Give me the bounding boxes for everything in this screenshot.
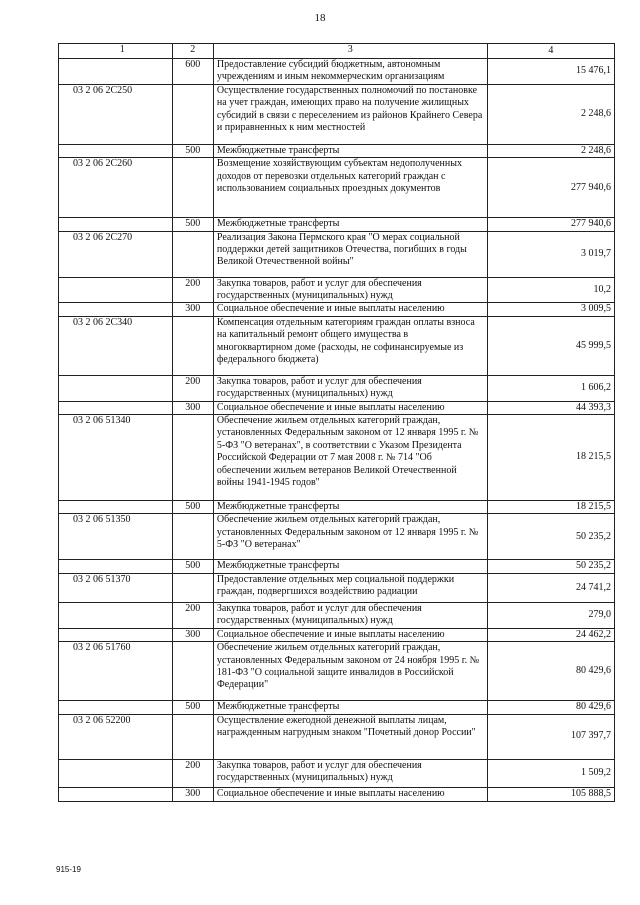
- table-row: [59, 158, 615, 218]
- row-expense-type: [172, 514, 213, 560]
- table-row: [59, 628, 615, 641]
- page-number: 18: [314, 12, 326, 24]
- row-code: [59, 501, 173, 514]
- row-name: Обеспечение жильем отдельных категорий граждан, установленных Федеральным законом от 12 января 1995 г. № 5-ФЗ "О ветеранах", в соответствии с Указом Президента Российской Федерации от 7 мая 2008 г. № 714 "Об обеспечении жильем ветеранов Великой Отечественной войны 1941-1945 годов": [213, 415, 487, 501]
- row-name: Компенсация отдельным категориям граждан оплаты взноса на капитальный ремонт общего имущества в многоквартирном доме (расходы, не софинансируемые из федерального бюджета): [213, 316, 487, 375]
- table-row: [59, 714, 615, 759]
- row-amount: 105 888,5: [487, 787, 614, 801]
- row-name: Возмещение хозяйствующим субъектам недополученных доходов от перевозки отдельных категорий граждан с использованием социальных проездных документов: [213, 158, 487, 218]
- row-name: Закупка товаров, работ и услуг для обеспечения государственных (муниципальных) нужд: [213, 759, 487, 787]
- row-code: 03 2 06 52200: [59, 714, 173, 759]
- table-row: [59, 415, 615, 501]
- row-amount: 1 509,2: [487, 759, 614, 787]
- footer-document-code: 915-19: [56, 865, 81, 874]
- table-row: [59, 218, 615, 231]
- row-amount: 3 009,5: [487, 303, 614, 316]
- table-row: [59, 501, 615, 514]
- row-amount: 277 940,6: [487, 218, 614, 231]
- column-header-code: 1: [59, 44, 173, 59]
- row-expense-type: [172, 642, 213, 701]
- row-code: [59, 560, 173, 573]
- row-code: [59, 602, 173, 628]
- table-row: [59, 401, 615, 414]
- row-amount: 45 999,5: [487, 316, 614, 375]
- column-header-name: 3: [213, 44, 487, 59]
- row-expense-type: 300: [172, 303, 213, 316]
- table-row: [59, 231, 615, 277]
- row-expense-type: 200: [172, 602, 213, 628]
- row-code: 03 2 06 51760: [59, 642, 173, 701]
- row-expense-type: [172, 158, 213, 218]
- table-row: [59, 277, 615, 303]
- budget-table: [58, 43, 615, 802]
- row-code: [59, 277, 173, 303]
- row-expense-type: 500: [172, 501, 213, 514]
- row-amount: 3 019,7: [487, 231, 614, 277]
- table-row: [59, 560, 615, 573]
- table-row: [59, 316, 615, 375]
- row-amount: 80 429,6: [487, 642, 614, 701]
- row-expense-type: 200: [172, 759, 213, 787]
- row-code: 03 2 06 2С340: [59, 316, 173, 375]
- row-code: [59, 787, 173, 801]
- row-amount: 50 235,2: [487, 514, 614, 560]
- row-name: Обеспечение жильем отдельных категорий граждан, установленных Федеральным законом от 12 января 1995 г. № 5-ФЗ "О ветеранах": [213, 514, 487, 560]
- row-code: 03 2 06 51370: [59, 573, 173, 602]
- row-expense-type: [172, 316, 213, 375]
- row-expense-type: [172, 714, 213, 759]
- row-name: Межбюджетные трансферты: [213, 144, 487, 157]
- row-code: [59, 59, 173, 85]
- row-name: Социальное обеспечение и иные выплаты населению: [213, 628, 487, 641]
- row-name: Межбюджетные трансферты: [213, 501, 487, 514]
- row-name: Межбюджетные трансферты: [213, 560, 487, 573]
- row-name: Осуществление государственных полномочий по постановке на учет граждан, имеющих право на получение жилищных субсидий в связи с переселением из районов Крайнего Севера и приравненных к ним местностей: [213, 84, 487, 144]
- row-code: 03 2 06 51350: [59, 514, 173, 560]
- row-name: Закупка товаров, работ и услуг для обеспечения государственных (муниципальных) нужд: [213, 602, 487, 628]
- column-header-amount: 4: [487, 44, 614, 59]
- column-header-expense-type: 2: [172, 44, 213, 59]
- row-code: [59, 144, 173, 157]
- row-name: Межбюджетные трансферты: [213, 701, 487, 714]
- table-row: [59, 642, 615, 701]
- row-expense-type: [172, 231, 213, 277]
- table-row: [59, 573, 615, 602]
- row-name: Предоставление субсидий бюджетным, автономным учреждениям и иным некоммерческим организациям: [213, 59, 487, 85]
- row-code: [59, 701, 173, 714]
- row-amount: 50 235,2: [487, 560, 614, 573]
- table-row: [59, 514, 615, 560]
- row-name: Закупка товаров, работ и услуг для обеспечения государственных (муниципальных) нужд: [213, 375, 487, 401]
- row-code: 03 2 06 2С250: [59, 84, 173, 144]
- row-amount: 24 741,2: [487, 573, 614, 602]
- row-name: Закупка товаров, работ и услуг для обеспечения государственных (муниципальных) нужд: [213, 277, 487, 303]
- row-amount: 15 476,1: [487, 59, 614, 85]
- row-expense-type: 200: [172, 277, 213, 303]
- row-expense-type: [172, 573, 213, 602]
- row-amount: 18 215,5: [487, 415, 614, 501]
- table-row: [59, 787, 615, 801]
- table-row: [59, 701, 615, 714]
- table-row: [59, 84, 615, 144]
- row-amount: 279,0: [487, 602, 614, 628]
- table-row: [59, 375, 615, 401]
- row-amount: 80 429,6: [487, 701, 614, 714]
- row-expense-type: 300: [172, 401, 213, 414]
- row-expense-type: 300: [172, 628, 213, 641]
- row-amount: 24 462,2: [487, 628, 614, 641]
- row-code: [59, 759, 173, 787]
- table-row: [59, 144, 615, 157]
- row-name: Предоставление отдельных мер социальной поддержки граждан, подвергшихся воздействию радиации: [213, 573, 487, 602]
- row-amount: 18 215,5: [487, 501, 614, 514]
- row-name: Обеспечение жильем отдельных категорий граждан, установленных Федеральным законом от 24 ноября 1995 г. № 181-ФЗ "О социальной защите инвалидов в Российской Федерации": [213, 642, 487, 701]
- row-amount: 2 248,6: [487, 144, 614, 157]
- row-code: 03 2 06 2С260: [59, 158, 173, 218]
- row-code: [59, 218, 173, 231]
- table-body: [59, 59, 615, 802]
- row-name: Осуществление ежегодной денежной выплаты лицам, награжденным нагрудным знаком "Почетный донор России": [213, 714, 487, 759]
- row-amount: 107 397,7: [487, 714, 614, 759]
- row-name: Социальное обеспечение и иные выплаты населению: [213, 401, 487, 414]
- row-code: [59, 401, 173, 414]
- row-expense-type: [172, 84, 213, 144]
- table-row: [59, 59, 615, 85]
- row-name: Социальное обеспечение и иные выплаты населению: [213, 787, 487, 801]
- table-row: [59, 759, 615, 787]
- row-amount: 44 393,3: [487, 401, 614, 414]
- row-code: [59, 375, 173, 401]
- row-name: Межбюджетные трансферты: [213, 218, 487, 231]
- row-expense-type: 200: [172, 375, 213, 401]
- table-row: [59, 602, 615, 628]
- row-code: [59, 303, 173, 316]
- table-header-row: [59, 44, 615, 59]
- row-code: 03 2 06 2С270: [59, 231, 173, 277]
- row-expense-type: [172, 415, 213, 501]
- row-expense-type: 300: [172, 787, 213, 801]
- row-amount: 2 248,6: [487, 84, 614, 144]
- row-amount: 10,2: [487, 277, 614, 303]
- row-expense-type: 500: [172, 560, 213, 573]
- row-expense-type: 500: [172, 144, 213, 157]
- row-expense-type: 600: [172, 59, 213, 85]
- table-row: [59, 303, 615, 316]
- row-code: 03 2 06 51340: [59, 415, 173, 501]
- row-expense-type: 500: [172, 218, 213, 231]
- row-code: [59, 628, 173, 641]
- row-expense-type: 500: [172, 701, 213, 714]
- row-name: Реализация Закона Пермского края "О мерах социальной поддержки детей защитников Отечества, погибших в годы Великой Отечественной войны": [213, 231, 487, 277]
- row-name: Социальное обеспечение и иные выплаты населению: [213, 303, 487, 316]
- row-amount: 1 606,2: [487, 375, 614, 401]
- row-amount: 277 940,6: [487, 158, 614, 218]
